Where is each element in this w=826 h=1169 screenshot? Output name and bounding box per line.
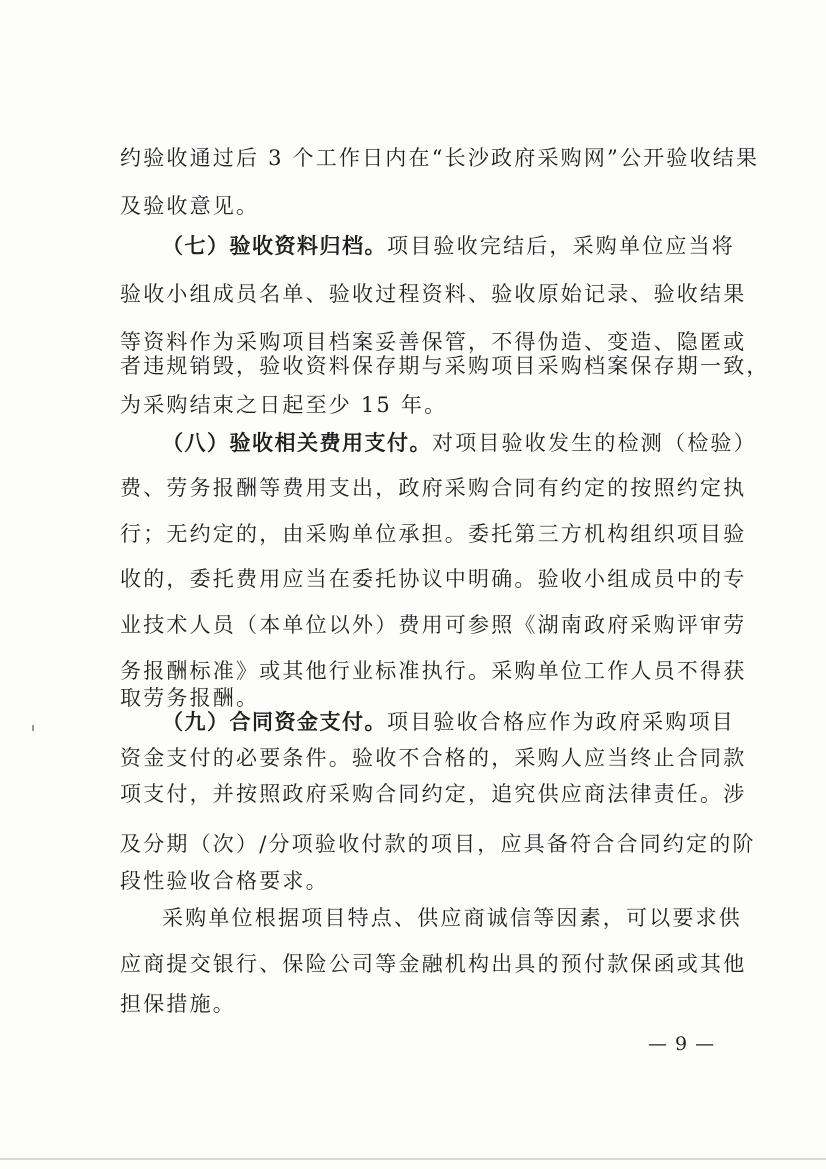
body-line-5: 者违规销毁，验收资料保存期与采购项目采购档案保存期一致，: [120, 354, 770, 378]
page-number: — 9 —: [648, 1033, 716, 1055]
margin-mark: [32, 725, 34, 731]
closing-paragraph-first-line: 采购单位根据项目特点、供应商诚信等因素，可以要求供: [162, 906, 742, 930]
body-line-6: 为采购结束之日起至少 15 年。: [120, 393, 448, 417]
section-7-heading: （七）验收资料归档。: [162, 234, 387, 258]
section-9-heading: （九）合同资金支付。: [162, 710, 387, 734]
body-line-12: 取劳务报酬。: [120, 686, 260, 710]
body-line-9: 收的，委托费用应当在委托协议中明确。验收小组成员中的专: [120, 567, 747, 591]
body-line-11: 务报酬标准》或其他行业标准执行。采购单位工作人员不得获: [120, 659, 747, 683]
section-8-text: 对项目验收发生的检测（检验）: [432, 431, 757, 455]
body-line-8: 行；无约定的，由采购单位承担。委托第三方机构组织项目验: [120, 522, 747, 546]
body-line-4: 等资料作为采购项目档案妥善保管，不得伪造、变造、隐匿或: [120, 330, 747, 354]
body-line-10: 业技术人员（本单位以外）费用可参照《湖南政府采购评审劳: [120, 613, 747, 637]
section-7-text: 项目验收完结后，采购单位应当将: [387, 234, 735, 258]
section-9-first-line: [162, 707, 735, 737]
body-line-13: 资金支付的必要条件。验收不合格的，采购人应当终止合同款: [120, 746, 747, 770]
body-line-19: 担保措施。: [120, 992, 236, 1016]
body-line-14: 项支付，并按照政府采购合同约定，追究供应商法律责任。涉: [120, 782, 747, 806]
body-line-1: 约验收通过后 3 个工作日内在“长沙政府采购网”公开验收结果: [120, 146, 760, 170]
body-line-3: 验收小组成员名单、验收过程资料、验收原始记录、验收结果: [120, 282, 747, 306]
section-7-first-line: [162, 231, 735, 261]
body-line-16: 段性验收合格要求。: [120, 869, 329, 893]
body-line-15: 及分期（次）/分项验收付款的项目，应具备符合合同约定的阶: [120, 832, 756, 856]
section-8-heading: （八）验收相关费用支付。: [162, 431, 432, 455]
body-line-18: 应商提交银行、保险公司等金融机构出具的预付款保函或其他: [120, 952, 747, 976]
body-line-7: 费、劳务报酬等费用支出，政府采购合同有约定的按照约定执: [120, 476, 747, 500]
body-line-2: 及验收意见。: [120, 194, 260, 218]
section-8-first-line: [162, 428, 757, 458]
page-bottom-edge: [0, 1158, 826, 1160]
section-9-text: 项目验收合格应作为政府采购项目: [387, 710, 735, 734]
